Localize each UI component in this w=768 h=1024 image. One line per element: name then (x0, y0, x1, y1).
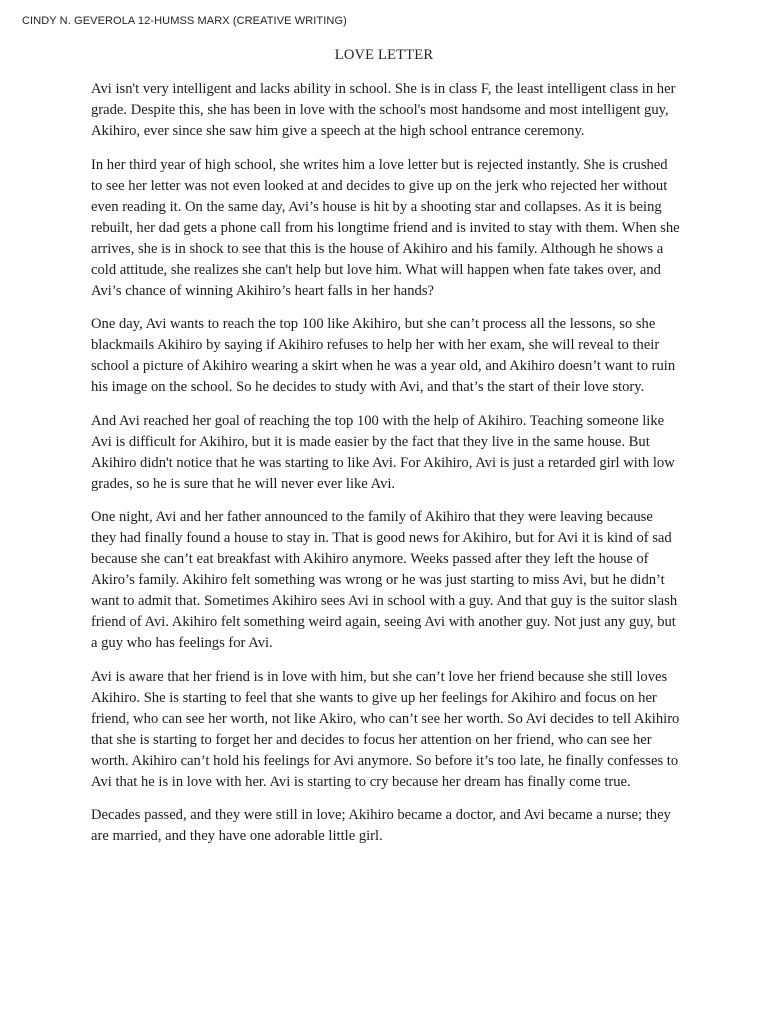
author-header: CINDY N. GEVEROLA 12-HUMSS MARX (CREATIVE WRITING) (22, 15, 347, 27)
document-body (91, 79, 681, 860)
document-title: LOVE LETTER (334, 47, 434, 63)
paragraph: And Avi reached her goal of reaching the top 100 with the help of Akihiro. Teaching someone like Avi is difficult for Akihiro, but it is made easier by the fact that they live in the same house. But Akihiro didn't notice that he was starting to like Avi. For Akihiro, Avi is just a retarded girl with low grades, so he is sure that he will never ever like Avi. (91, 412, 675, 492)
paragraph: One day, Avi wants to reach the top 100 like Akihiro, but she can’t process all the lessons, so she blackmails Akihiro by saying if Akihiro refuses to help her with her exam, she will reveal to their school a picture of Akihiro wearing a skirt when he was a year old, and Akihiro doesn’t want to ruin his image on the school. So he decides to study with Avi, and that’s the start of their love story. (91, 316, 676, 395)
paragraph: Decades passed, and they were still in love; Akihiro became a doctor, and Avi became a nurse; they are married, and they have one adorable little girl. (91, 807, 671, 844)
paragraph: Avi is aware that her friend is in love with him, but she can’t love her friend because she still loves Akihiro. She is starting to feel that she wants to give up her feelings for Akihiro and focus on her friend, who can see her worth, not like Akiro, who can’t see her worth. So Avi decides to tell Akihiro that she is starting to forget her and decides to focus her attention on her friend, who can see her worth. Akihiro can’t hold his feelings for Avi anymore. So before it’s too late, he finally confesses to Avi that he is in love with her. Avi is starting to cry because her dream has finally come true. (91, 668, 680, 790)
paragraph: In her third year of high school, she writes him a love letter but is rejected instantly. She is crushed to see her letter was not even looked at and decides to give up on the jerk who rejected her without even reading it. On the same day, Avi’s house is hit by a shooting star and collapses. As it is being rebuilt, her dad gets a phone call from his longtime friend and is invited to stay with them. When she arrives, she is in shock to see that this is the house of Akihiro and his family. Although he shows a cold attitude, she realizes she can't help but love him. What will happen when fate takes over, and Avi’s chance of winning Akihiro’s heart falls in her hands? (91, 156, 680, 299)
paragraph: One night, Avi and her father announced to the family of Akihiro that they were leaving because they had finally found a house to stay in. That is good news for Akihiro, but for Avi it is kind of sad because she can’t eat breakfast with Akihiro anymore. Weeks passed after they left the house of Akiro’s family. Akihiro felt something was wrong or he was just starting to miss Avi, but he didn’t want to admit that. Sometimes Akihiro sees Avi in school with a guy. And that guy is the suitor slash friend of Avi. Akihiro felt something weird again, seeing Avi with another guy. Not just any guy, but a guy who has feelings for Avi. (91, 509, 678, 651)
paragraph: Avi isn't very intelligent and lacks ability in school. She is in class F, the least intelligent class in her grade. Despite this, she has been in love with the school's most handsome and most intelligent guy, Akihiro, ever since she saw him give a speech at the high school entrance ceremony. (91, 81, 676, 139)
